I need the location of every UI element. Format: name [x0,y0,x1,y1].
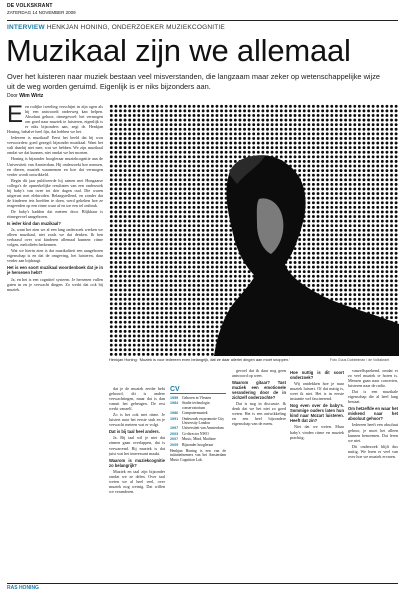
paragraph: Muziek en taal zijn bijzonder omdat we ze delen. Over taal weten we al heel veel, over muziek nog weinig. Dat willen we veranderen. [109,468,165,494]
article-column-5 [348,368,398,580]
paragraph: Wij ontdekken hoe je naar muziek luistert. Of dat nuttig is, weet ik niet. Het is in eerste instantie wel fascinerend. [290,381,344,402]
cv-item [170,396,226,400]
paragraph: Honing is bijzonder hoogleraar muziekcognitie aan de Universiteit van Amsterdam. Hij onderzoekt hoe mensen, en dieren, muziek waarnemen en hoe dat vermogen verder wordt ontwikkeld. [7,156,103,177]
dropcap: E [7,104,24,128]
paragraph: Iedereen heeft een absoluut gehoor, je moet het alleen kunnen benoemen. Dat leren we niet. [348,422,398,443]
paragraph: Ja. Bij taal wil je niet dat zinnen gaan overlappen, dat is verwarrend. Bij muziek is dat juist wat het interessant maakt. [109,435,165,456]
paragraph: Niet dat we weten. Maar baby's vinden ritme en muziek prachtig. [290,424,344,440]
article-column-4 [290,368,344,580]
interview-question: Om hetzelfde en waar het miskend naar het absoluut gehoor? [348,406,398,422]
paragraph: gevoel dat ik daar nog geen antwoord op weet. [232,368,286,379]
cv-year: 1986 [170,411,179,416]
interview-question: Nog even over de baby's. Sommige ouders laten hun kind naar Mozart luisteren. Heeft dat zin? [290,403,344,424]
paragraph: vanzelfsprekend, omdat er zo veel muziek te horen is. Mensen gaan naar concerten, luisteren naar de radio. [348,368,398,389]
interview-question: Het is een soort muzikaal woordenboek dat je in je hersenen hebt? [7,265,103,276]
paragraph: Ja, want het zien we al een lang onderzoek werken we alleen muzikaal, niet zoals we dat denken. Ik ben verbaasd over wat kinderen allemaal kunnen: ritme volgen, melodieën herkennen. [7,227,103,248]
section-kicker [7,24,225,31]
interview-question: Is ieder kind dan muzikaal? [7,221,61,227]
footer-label: RAS HONING [7,583,398,591]
cv-text: Universiteit van Amsterdam [182,426,224,431]
cv-note: Henkjan Honing is een van de initiatiefnemers van het Amsterdam Music Cognition Lab. [170,449,226,462]
cv-year: 2007 [170,437,179,442]
issue-date: ZATERDAG 14 NOVEMBER 2009 [7,10,76,15]
cv-text: Computermuziek [182,411,208,416]
cv-year: 2009 [170,442,179,447]
cv-item [170,426,226,430]
paragraph: De baby's hadden dat meteen door. Blijkbaar is ritmegevoel aangeboren. [7,208,103,219]
cv-item [170,443,226,447]
cv-text: Bijzonder hoogleraar [182,442,214,447]
section-label: INTERVIEW [7,24,45,31]
paragraph: en rodijke tweeling verschijnt in zijn ogen als hij een antwoordt onderweg kan helpen. Absoluut gehoor, ritmegevoel: het vermogen om goed naar muziek te luisteren, eigenlijk is er niks bijzonders aan, zegt dr. Henkjan Honing, behalve heel fijn, dat hebben we het. [7,104,103,135]
byline [7,93,43,99]
cv-item [170,437,226,441]
cv-item [170,417,226,426]
interview-question: Waarom is muziekcognitie zo belangrijk? [109,457,165,468]
cv-text: Co-director NWO [182,431,209,436]
article-column-2 [109,386,165,580]
paragraph: Ja, en het is een cognitief systeem. Je hersenen vullen gaten in en je verwacht dingen. Zo werkt dat ook bij muziek. [7,276,103,292]
paragraph: Dat is een muzikale eigenschap die al heel lang bestaat. [348,389,398,405]
cv-year: 1991 [170,416,179,421]
byline-author: Wim Wirtz [19,93,44,99]
cv-year: 1997 [170,426,179,431]
newspaper-name: DE VOLKSKRANT [7,3,53,9]
article-column-1 [7,104,103,580]
paragraph: Zo is het ook met ritme. Je luistert naar het eerste stuk en je verwacht meteen wat er volgt. [109,412,165,428]
paragraph: Dit onderzoek blijft dus nuttig. We leren er veel van over hoe we muziek ervaren. [348,443,398,459]
interview-question: Waarom gitaar? Tast muziek een emotionele verandering door de in zichzelf onderzochte? [232,380,286,401]
paragraph: Wat we hierin zien is dat muzikaliteit een aangeboren eigenschap is en dat de omgeving, het luisteren, daar verder aan bijdraagt. [7,248,103,264]
paragraph: Begin dit jaar publiceerde hij samen met Hongaarse collega's de opmerkelijke resultaten van een onderzoek bij baby's van twee tot drie dagen oud. Die waren uitgerust met elektroden. Belangstellend, en zonder dat de kinderen iets hoefden te doen, werd gekeken hoe ze reageerden op een ritme waar af en toe een tel ontbrak. [7,177,103,208]
masthead [7,2,398,21]
intro-text: Over het luisteren naar muziek bestaan veel misverstanden, die langzaam maar zeker op wetenschappelijke wijze uit de weg worden geruimd. Eigenlijk is er niks bijzonders aan. [7,72,381,91]
cv-item [170,432,226,436]
cv-title: CV [170,386,226,394]
article-column-3 [232,368,286,580]
cv-year: 1984 [170,401,179,406]
interview-question: Dat is bij taal heel anders. [109,429,160,435]
cv-text: Music, Mind, Machine [182,437,216,442]
cv-text: Geboren in Vleuten [182,396,212,400]
cv-box [170,386,226,462]
cv-year: 1959 [170,396,179,400]
portrait-figure [109,104,399,356]
cv-text: Studie technologie, conservatorium [182,401,211,410]
cv-item [170,411,226,415]
interview-question: Hoe nuttig is dit soort onderzoek? [290,370,344,381]
kicker-subject: HENKJAN HONING, ONDERZOEKER MUZIEKCOGNITIE [46,24,225,31]
paragraph: Dat is nog in discussie. Ik denk dat we het niet zo goed weten. Het is een ontwikkeling en een heel bijzondere eigenschap van de mens. [232,401,286,427]
photo-caption: Henkjan Honing: ‘Muziek is voor iedereen even belangrijk, dat ze daar allerlei dingen aan moet snoppen.’ [109,357,291,362]
photo-credit: Foto Guus Dubbelman / de Volkskrant [330,358,390,362]
cv-year: 2003 [170,431,179,436]
paragraph: Iedereen is muzikaal! Eerst het beeld dat hij wou verwoorden: goed gezegd: bijzonder muzikaal. Want het valt daarbij niet mee, wat we hebben. We zijn muzikaal omdat we dat kunnen, niet omdat we het moeten. [7,135,103,156]
paragraph: dat je de muziek eerder hebt gehoord, dit is andere verwachtingen, maar dat is dan vanuit het geheugen. De rest werkt vanzelf. [109,386,165,412]
portrait-photo [109,104,399,356]
headline: Muzikaal zijn we allemaal [6,33,351,68]
cv-text: Onderzoek en promotie City University London [182,416,225,426]
byline-prefix: Door [7,93,18,99]
cv-item [170,401,226,410]
